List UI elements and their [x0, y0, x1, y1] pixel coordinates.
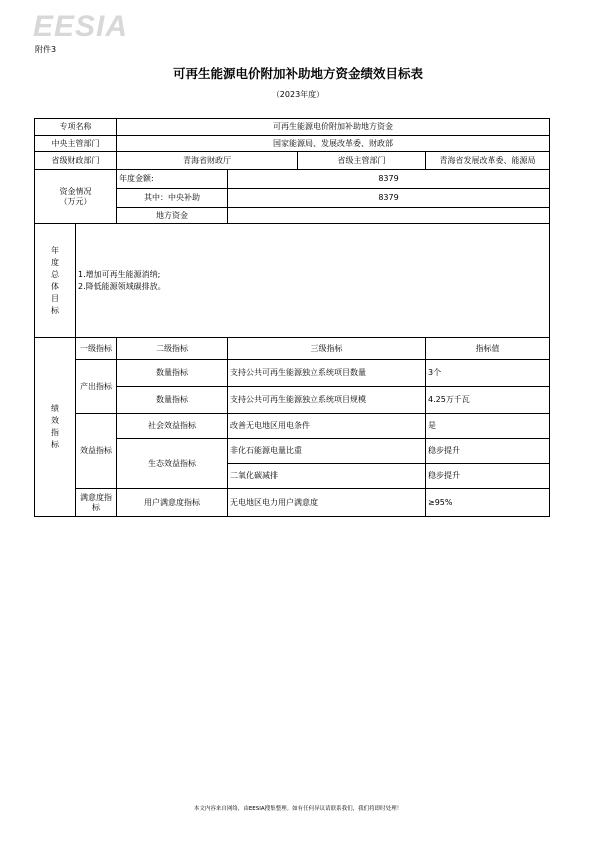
header-level2: 二级指标: [117, 338, 228, 360]
row-social-benefit: [35, 414, 550, 439]
annual-amount-label: 年度金额:: [117, 170, 228, 189]
output-value: 4.25万千瓦: [426, 387, 550, 414]
local-fund-label: 地方资金: [117, 208, 228, 224]
project-name-label: 专项名称: [35, 119, 117, 136]
attachment-label: 附件3: [35, 45, 57, 54]
eco-benefit-level3: 非化石能源电量比重: [228, 439, 426, 464]
central-subsidy-value: 8379: [228, 189, 550, 208]
fund-label: [35, 170, 117, 224]
row-satisfaction: [35, 489, 550, 517]
fund-label-line1: 资金情况: [59, 187, 92, 197]
fund-label-line2: （万元）: [59, 196, 92, 206]
satisfaction-value: ≥95%: [426, 489, 550, 517]
annual-amount-value: 8379: [228, 170, 550, 189]
annual-goal-label: [35, 224, 76, 338]
eco-benefit-value: 稳步提升: [426, 439, 550, 464]
eco-benefit-level2: 生态效益指标: [117, 439, 228, 489]
header-level3: 三级指标: [228, 338, 426, 360]
perf-label-char: 标: [51, 440, 59, 449]
benefit-indicator-label: 效益指标: [76, 414, 117, 489]
eco-benefit-value: 稳步提升: [426, 464, 550, 489]
perf-label-char: 绩: [51, 404, 59, 413]
goal-label-char: 标: [51, 305, 59, 315]
social-benefit-level2: 社会效益指标: [117, 414, 228, 439]
local-fund-value: [228, 208, 550, 224]
provincial-dept-value: 青海省发展改革委、能源局: [426, 152, 550, 170]
row-output-1: [35, 360, 550, 387]
annual-goal-content: [76, 224, 550, 338]
social-benefit-value: 是: [426, 414, 550, 439]
perf-label-char: 指: [51, 428, 59, 437]
row-fund-annual: [35, 170, 550, 189]
output-indicator-label: 产出指标: [76, 360, 117, 414]
central-dept-value: 国家能源局、发展改革委、财政部: [117, 136, 550, 152]
year-label: （2023年度）: [271, 90, 325, 99]
output-value: 3个: [426, 360, 550, 387]
page-title: 可再生能源电价附加补助地方资金绩效目标表: [172, 66, 423, 81]
row-central-dept: [35, 136, 550, 152]
footer-disclaimer: 本文内容来自网络，由EESIA搜集整理。如有任何异议请联系我们，我们将即时处理！: [193, 806, 403, 812]
project-name-value: 可再生能源电价附加补助地方资金: [117, 119, 550, 136]
watermark-logo: EESIA: [33, 10, 129, 43]
performance-table: [34, 118, 550, 517]
goal-label-char: 体: [51, 281, 59, 291]
goal-label-char: 总: [51, 269, 59, 279]
provincial-finance-label: 省级财政部门: [35, 152, 117, 170]
header-value: 指标值: [426, 338, 550, 360]
goal-label-char: 度: [51, 257, 59, 267]
output-level2: 数量指标: [117, 387, 228, 414]
row-annual-goal: [35, 224, 550, 338]
goal-line-1: 1.增加可再生能源消纳;: [78, 269, 161, 279]
row-perf-header: [35, 338, 550, 360]
header-level1: 一级指标: [76, 338, 117, 360]
goal-line-2: 2.降低能源领域碳排放。: [78, 281, 166, 291]
output-level3: 支持公共可再生能源独立系统项目数量: [228, 360, 426, 387]
row-provincial-depts: [35, 152, 550, 170]
satisfaction-indicator-label: 满意度指标: [76, 489, 117, 517]
social-benefit-level3: 改善无电地区用电条件: [228, 414, 426, 439]
perf-label-char: 效: [51, 416, 59, 425]
goal-label-char: 年: [51, 245, 59, 255]
central-dept-label: 中央主管部门: [35, 136, 117, 152]
row-project-name: [35, 119, 550, 136]
provincial-finance-value: 青海省财政厅: [117, 152, 298, 170]
goal-label-char: 目: [51, 293, 59, 303]
perf-indicators-label: [35, 338, 76, 517]
satisfaction-level2: 用户满意度指标: [117, 489, 228, 517]
output-level2: 数量指标: [117, 360, 228, 387]
satisfaction-level3: 无电地区电力用户满意度: [228, 489, 426, 517]
provincial-dept-label: 省级主管部门: [298, 152, 426, 170]
central-subsidy-label: 其中：中央补助: [117, 189, 228, 208]
output-level3: 支持公共可再生能源独立系统项目规模: [228, 387, 426, 414]
eco-benefit-level3: 二氧化碳减排: [228, 464, 426, 489]
